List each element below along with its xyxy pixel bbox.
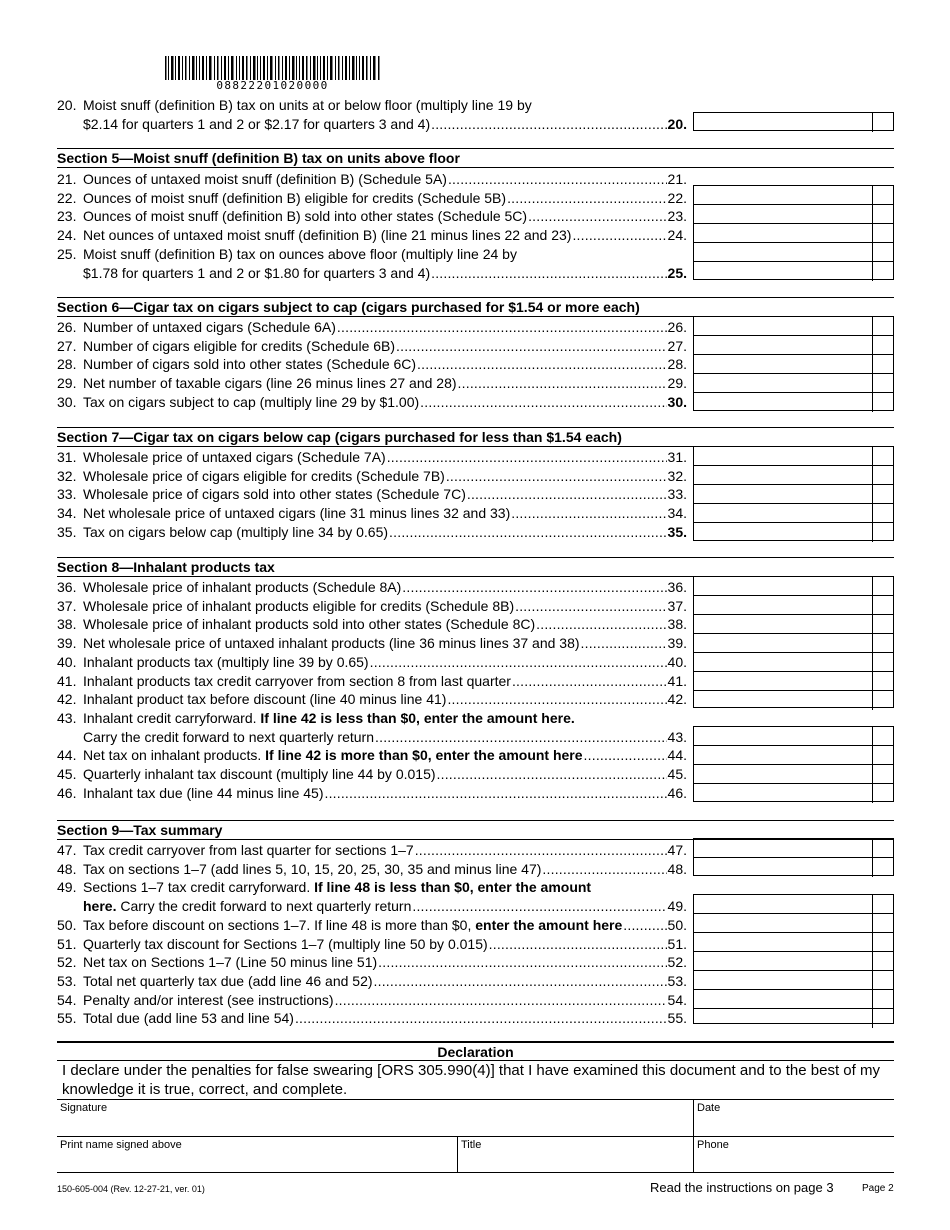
line-44-input[interactable] <box>694 746 893 765</box>
line-27: 27. Number of cigars eligible for credits (Schedule 6B) ..... 27. <box>57 337 687 356</box>
line-43: 43. Inhalant credit carryforward. If line 42 is less than $0, enter the amount here. <box>57 709 575 726</box>
line-55-input[interactable] <box>694 1009 893 1028</box>
line-33: 33. Wholesale price of cigars sold into other states (Schedule 7C) ..... 33. <box>57 485 687 504</box>
line-48: 48. Tax on sections 1–7 (add lines 5, 10, 15, 20, 25, 30, 35 and minus line 47) ..... 48. <box>57 860 687 879</box>
line-28: 28. Number of cigars sold into other states (Schedule 6C) ..... 28. <box>57 355 687 374</box>
line-44: 44. Net tax on inhalant products. If line 42 is more than $0, enter the amount here ..... 44. <box>57 746 687 765</box>
date-label: Date <box>697 1102 721 1114</box>
instructions-note: Read the instructions on page 3 <box>650 1180 834 1195</box>
line-24-input[interactable] <box>694 243 893 262</box>
line-34-input[interactable] <box>694 504 893 523</box>
line-38-input[interactable] <box>694 615 893 634</box>
line-31-input[interactable] <box>694 447 893 466</box>
line-29: 29. Net number of taxable cigars (line 26 minus lines 27 and 28) ..... 29. <box>57 374 687 393</box>
line-21-input[interactable] <box>694 186 893 205</box>
line-27-input[interactable] <box>694 336 893 355</box>
line-35: 35. Tax on cigars below cap (multiply line 34 by 0.65) ..... 35. <box>57 523 687 542</box>
print-name-label: Print name signed above <box>60 1139 182 1151</box>
signature-block <box>57 1099 894 1173</box>
line-20-cont: $2.14 for quarters 1 and 2 or $2.17 for quarters 3 and 4) ..... 20. <box>57 115 687 134</box>
section-5-input-boxes[interactable] <box>693 185 894 280</box>
line-53: 53. Total net quarterly tax due (add line 46 and 52) ..... 53. <box>57 972 687 991</box>
line-47-input[interactable] <box>694 839 893 858</box>
form-id: 150-605-004 (Rev. 12-27-21, ver. 01) <box>57 1184 205 1194</box>
line-25: 25. Moist snuff (definition B) tax on ounces above floor (multiply line 24 by <box>57 245 517 262</box>
section-7-input-boxes[interactable] <box>693 446 894 541</box>
line-35-input[interactable] <box>694 523 893 542</box>
section-8-input-boxes-b[interactable] <box>693 726 894 802</box>
line-22: 22. Ounces of moist snuff (definition B) eligible for credits (Schedule 5B) ..... 22. <box>57 189 687 208</box>
page-number: Page 2 <box>862 1183 894 1194</box>
line-46-input[interactable] <box>694 784 893 803</box>
line-49-cont: here. Carry the credit forward to next quarterly return ..... 49. <box>57 897 687 916</box>
line-52-input[interactable] <box>694 952 893 971</box>
line-53-input[interactable] <box>694 971 893 990</box>
line-54-input[interactable] <box>694 990 893 1009</box>
line-26: 26. Number of untaxed cigars (Schedule 6A) ..... 26. <box>57 318 687 337</box>
line-30-input[interactable] <box>694 393 893 412</box>
line-30: 30. Tax on cigars subject to cap (multiply line 29 by $1.00) ..... 30. <box>57 393 687 412</box>
line-29-input[interactable] <box>694 374 893 393</box>
line-42-input[interactable] <box>694 691 893 710</box>
line-25-cont: $1.78 for quarters 1 and 2 or $1.80 for quarters 3 and 4) ..... 25. <box>57 264 687 283</box>
title-label: Title <box>461 1139 482 1151</box>
line-48-input[interactable] <box>694 858 893 877</box>
line-28-input[interactable] <box>694 355 893 374</box>
line-20-input[interactable] <box>693 112 894 131</box>
line-32-input[interactable] <box>694 466 893 485</box>
line-21: 21. Ounces of untaxed moist snuff (definition B) (Schedule 5A) ..... 21. <box>57 170 687 189</box>
signature-label: Signature <box>60 1102 108 1114</box>
title-field[interactable] <box>458 1137 693 1173</box>
line-54: 54. Penalty and/or interest (see instructions) ..... 54. <box>57 991 687 1010</box>
section-7-header: Section 7—Cigar tax on cigars below cap (cigars purchased for less than $1.54 each) <box>57 427 894 447</box>
line-47: 47. Tax credit carryover from last quarter for sections 1–7 ..... 47. <box>57 841 687 860</box>
barcode-number: 08822201020000 <box>216 79 329 92</box>
line-31: 31. Wholesale price of untaxed cigars (Schedule 7A) ..... 31. <box>57 448 687 467</box>
declaration-title: Declaration <box>57 1041 894 1061</box>
section-9-input-boxes-a[interactable] <box>693 838 894 876</box>
line-41: 41. Inhalant products tax credit carryover from section 8 from last quarter ..... 41. <box>57 672 687 691</box>
phone-field[interactable] <box>694 1137 894 1173</box>
section-5-header: Section 5—Moist snuff (definition B) tax on units above floor <box>57 148 894 168</box>
line-34: 34. Net wholesale price of untaxed cigars (line 31 minus lines 32 and 33) ..... 34. <box>57 504 687 523</box>
line-36: 36. Wholesale price of inhalant products (Schedule 8A) ..... 36. <box>57 578 687 597</box>
line-49-input[interactable] <box>694 895 893 914</box>
print-name-field[interactable] <box>57 1137 457 1173</box>
line-40: 40. Inhalant products tax (multiply line 39 by 0.65) ..... 40. <box>57 653 687 672</box>
barcode-image <box>165 56 380 80</box>
line-33-input[interactable] <box>694 485 893 504</box>
line-45: 45. Quarterly inhalant tax discount (multiply line 44 by 0.015) ..... 45. <box>57 765 687 784</box>
line-24: 24. Net ounces of untaxed moist snuff (definition B) (line 21 minus lines 22 and 23) ..... 24. <box>57 226 687 245</box>
line-51-input[interactable] <box>694 933 893 952</box>
line-50-input[interactable] <box>694 914 893 933</box>
line-23-input[interactable] <box>694 224 893 243</box>
line-42: 42. Inhalant product tax before discount (line 40 minus line 41) ..... 42. <box>57 690 687 709</box>
section-9-header: Section 9—Tax summary <box>57 820 894 840</box>
line-22-input[interactable] <box>694 205 893 224</box>
signature-field[interactable] <box>57 1100 693 1136</box>
line-23: 23. Ounces of moist snuff (definition B) sold into other states (Schedule 5C) ..... 23. <box>57 207 687 226</box>
line-46: 46. Inhalant tax due (line 44 minus line 45) ..... 46. <box>57 784 687 803</box>
section-6-header: Section 6—Cigar tax on cigars subject to cap (cigars purchased for $1.54 or more each) <box>57 297 894 317</box>
line-40-input[interactable] <box>694 653 893 672</box>
line-32: 32. Wholesale price of cigars eligible for credits (Schedule 7B) ..... 32. <box>57 467 687 486</box>
line-38: 38. Wholesale price of inhalant products sold into other states (Schedule 8C) ..... 38. <box>57 615 687 634</box>
line-45-input[interactable] <box>694 765 893 784</box>
line-37-input[interactable] <box>694 596 893 615</box>
line-39: 39. Net wholesale price of untaxed inhalant products (line 36 minus lines 37 and 38) ..... 39. <box>57 634 687 653</box>
phone-label: Phone <box>697 1139 729 1151</box>
line-43-cont: Carry the credit forward to next quarterly return ..... 43. <box>57 728 687 747</box>
line-37: 37. Wholesale price of inhalant products eligible for credits (Schedule 8B) ..... 37. <box>57 597 687 616</box>
declaration-text: I declare under the penalties for false swearing [ORS 305.990(4)] that I have examined this document and to the best of my knowledge it is true, correct, and complete. <box>62 1062 880 1098</box>
line-41-input[interactable] <box>694 672 893 691</box>
section-6-input-boxes[interactable] <box>693 316 894 411</box>
line-20-text: 20. Moist snuff (definition B) tax on units at or below floor (multiply line 19 by <box>57 97 532 113</box>
section-9-input-boxes-b[interactable] <box>693 894 894 1024</box>
line-52: 52. Net tax on Sections 1–7 (Line 50 minus line 51) ..... 52. <box>57 953 687 972</box>
line-55: 55. Total due (add line 53 and line 54) ..... 55. <box>57 1009 687 1028</box>
line-39-input[interactable] <box>694 634 893 653</box>
date-field[interactable] <box>694 1100 894 1136</box>
section-8-input-boxes-a[interactable] <box>693 576 894 708</box>
line-25-input[interactable] <box>694 262 893 281</box>
line-51: 51. Quarterly tax discount for Sections 1–7 (multiply line 50 by 0.015) ..... 51. <box>57 935 687 954</box>
line-49: 49. Sections 1–7 tax credit carryforward. If line 48 is less than $0, enter the amount <box>57 879 592 896</box>
section-8-header: Section 8—Inhalant products tax <box>57 557 894 577</box>
line-43-input[interactable] <box>694 727 893 746</box>
line-50: 50. Tax before discount on sections 1–7. If line 48 is more than $0, enter the amount here ..... 50. <box>57 916 687 935</box>
line-36-input[interactable] <box>694 577 893 596</box>
line-26-input[interactable] <box>694 317 893 336</box>
